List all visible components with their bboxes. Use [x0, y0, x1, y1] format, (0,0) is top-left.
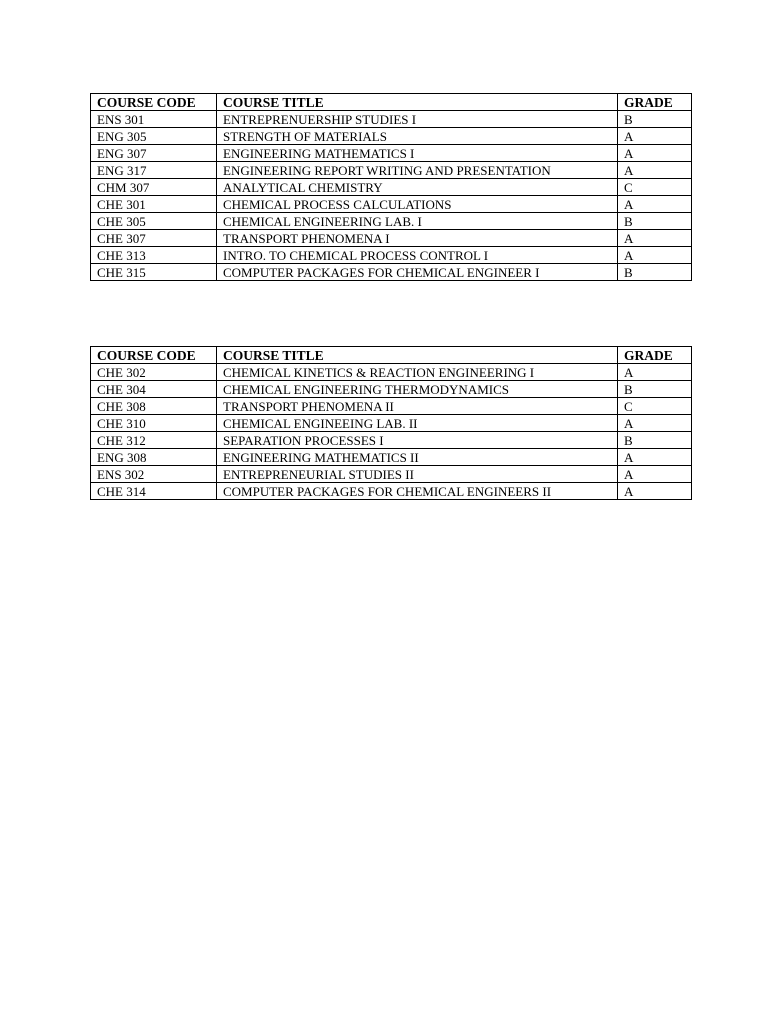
table-row — [91, 449, 692, 466]
table-body — [91, 111, 692, 281]
table-row — [91, 111, 692, 128]
course-code-cell: CHE 304 — [91, 381, 217, 398]
course-code-cell: CHE 313 — [91, 247, 217, 264]
course-title-cell: ENGINEERING REPORT WRITING AND PRESENTATION — [217, 162, 618, 179]
grade-cell: A — [618, 483, 692, 500]
table-row — [91, 247, 692, 264]
course-code-cell: CHE 310 — [91, 415, 217, 432]
table-row — [91, 381, 692, 398]
course-title-cell: ENTREPRENUERSHIP STUDIES I — [217, 111, 618, 128]
grade-cell: A — [618, 128, 692, 145]
course-code-cell: ENS 301 — [91, 111, 217, 128]
grade-cell: A — [618, 415, 692, 432]
course-title-cell: ANALYTICAL CHEMISTRY — [217, 179, 618, 196]
grade-cell: B — [618, 264, 692, 281]
course-code-cell: ENS 302 — [91, 466, 217, 483]
grade-cell: A — [618, 364, 692, 381]
course-title-cell: TRANSPORT PHENOMENA II — [217, 398, 618, 415]
course-title-cell: CHEMICAL ENGINEEING LAB. II — [217, 415, 618, 432]
table-row — [91, 128, 692, 145]
grade-cell: A — [618, 230, 692, 247]
course-title-cell: COMPUTER PACKAGES FOR CHEMICAL ENGINEER I — [217, 264, 618, 281]
course-title-cell: TRANSPORT PHENOMENA I — [217, 230, 618, 247]
table-row — [91, 213, 692, 230]
grade-cell: A — [618, 247, 692, 264]
table-row — [91, 230, 692, 247]
header-course-code: COURSE CODE — [91, 94, 217, 111]
table-row — [91, 466, 692, 483]
table-body — [91, 364, 692, 500]
course-code-cell: CHE 314 — [91, 483, 217, 500]
header-grade: GRADE — [618, 94, 692, 111]
grade-cell: A — [618, 466, 692, 483]
course-title-cell: CHEMICAL KINETICS & REACTION ENGINEERING I — [217, 364, 618, 381]
course-code-cell: CHE 307 — [91, 230, 217, 247]
grade-cell: B — [618, 213, 692, 230]
course-title-cell: CHEMICAL ENGINEERING LAB. I — [217, 213, 618, 230]
course-code-cell: CHE 308 — [91, 398, 217, 415]
course-title-cell: ENGINEERING MATHEMATICS II — [217, 449, 618, 466]
header-course-title: COURSE TITLE — [217, 94, 618, 111]
course-code-cell: ENG 317 — [91, 162, 217, 179]
course-title-cell: STRENGTH OF MATERIALS — [217, 128, 618, 145]
table-row — [91, 483, 692, 500]
grade-cell: A — [618, 162, 692, 179]
table-row — [91, 415, 692, 432]
grade-cell: B — [618, 432, 692, 449]
grade-cell: B — [618, 111, 692, 128]
course-code-cell: ENG 308 — [91, 449, 217, 466]
grade-cell: C — [618, 179, 692, 196]
table-row — [91, 162, 692, 179]
table-row — [91, 364, 692, 381]
grade-cell: A — [618, 449, 692, 466]
course-code-cell: CHE 315 — [91, 264, 217, 281]
header-course-title: COURSE TITLE — [217, 347, 618, 364]
grades-table-first — [90, 93, 692, 281]
grade-cell: C — [618, 398, 692, 415]
course-title-cell: INTRO. TO CHEMICAL PROCESS CONTROL I — [217, 247, 618, 264]
course-code-cell: ENG 307 — [91, 145, 217, 162]
table-row — [91, 196, 692, 213]
table-header-row — [91, 94, 692, 111]
course-title-cell: SEPARATION PROCESSES I — [217, 432, 618, 449]
course-title-cell: CHEMICAL ENGINEERING THERMODYNAMICS — [217, 381, 618, 398]
course-code-cell: CHE 305 — [91, 213, 217, 230]
table-row — [91, 179, 692, 196]
course-title-cell: ENGINEERING MATHEMATICS I — [217, 145, 618, 162]
table-row — [91, 432, 692, 449]
header-grade: GRADE — [618, 347, 692, 364]
course-title-cell: COMPUTER PACKAGES FOR CHEMICAL ENGINEERS II — [217, 483, 618, 500]
grade-cell: B — [618, 381, 692, 398]
course-code-cell: ENG 305 — [91, 128, 217, 145]
grade-cell: A — [618, 196, 692, 213]
course-code-cell: CHE 302 — [91, 364, 217, 381]
course-code-cell: CHE 301 — [91, 196, 217, 213]
table-row — [91, 145, 692, 162]
grades-table-second — [90, 346, 692, 500]
course-code-cell: CHM 307 — [91, 179, 217, 196]
header-course-code: COURSE CODE — [91, 347, 217, 364]
course-title-cell: ENTREPRENEURIAL STUDIES II — [217, 466, 618, 483]
table-header-row — [91, 347, 692, 364]
table-row — [91, 264, 692, 281]
grade-cell: A — [618, 145, 692, 162]
course-code-cell: CHE 312 — [91, 432, 217, 449]
course-title-cell: CHEMICAL PROCESS CALCULATIONS — [217, 196, 618, 213]
table-row — [91, 398, 692, 415]
